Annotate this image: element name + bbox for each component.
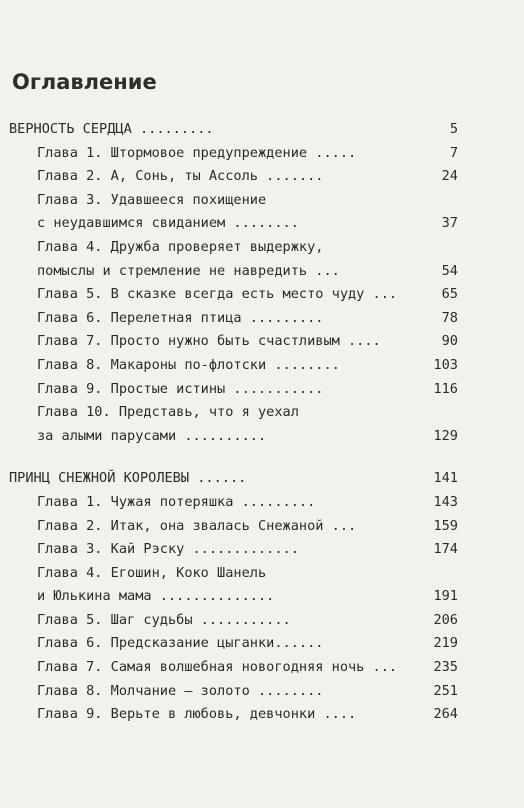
- toc-chapter[interactable]: [0, 283, 524, 307]
- page-number: 143: [433, 493, 458, 510]
- page-number: 174: [433, 541, 458, 558]
- chapter-title: Глава 1. Чужая потеряшка .........: [37, 493, 316, 510]
- toc-chapter[interactable]: [0, 632, 524, 656]
- toc-chapter[interactable]: [0, 656, 524, 680]
- page-number: 206: [433, 611, 458, 628]
- chapter-title: Глава 2. А, Сонь, ты Ассоль .......: [37, 168, 324, 185]
- page-number: 90: [441, 333, 458, 350]
- toc-chapter[interactable]: [0, 165, 524, 189]
- toc-chapter[interactable]: [0, 401, 524, 425]
- chapter-title-continuation: за алыми парусами ..........: [37, 427, 267, 444]
- toc-chapter[interactable]: [0, 378, 524, 402]
- chapter-title: Глава 6. Перелетная птица .........: [37, 309, 324, 326]
- chapter-title: Глава 5. В сказке всегда есть место чуду ...: [37, 286, 398, 303]
- part-title: ВЕРНОСТЬ СЕРДЦА .........: [9, 121, 214, 137]
- toc-chapter[interactable]: [0, 307, 524, 331]
- chapter-title: Глава 2. Итак, она звалась Снежаной ...: [37, 517, 357, 534]
- chapter-title: Глава 3. Кай Рэску .............: [37, 541, 299, 558]
- toc-chapter[interactable]: [0, 562, 524, 586]
- toc-chapter[interactable]: [0, 538, 524, 562]
- chapter-title: Глава 9. Простые истины ...........: [37, 380, 324, 397]
- toc-chapter[interactable]: [0, 491, 524, 515]
- page-number: 65: [441, 286, 458, 303]
- toc-chapter[interactable]: [0, 703, 524, 727]
- chapter-title: Глава 9. Верьте в любовь, девчонки ....: [37, 706, 357, 723]
- toc-chapter[interactable]: [0, 680, 524, 704]
- chapter-title: Глава 3. Удавшееся похищение: [37, 191, 267, 208]
- chapter-title: Глава 4. Дружба проверяет выдержку,: [37, 238, 324, 255]
- part-title: ПРИНЦ СНЕЖНОЙ КОРОЛЕВЫ ......: [9, 470, 247, 487]
- chapter-title: Глава 10. Представь, что я уехал: [37, 404, 299, 421]
- page-number: 5: [449, 121, 458, 137]
- toc-part[interactable]: [0, 118, 524, 142]
- page-number: 159: [433, 517, 458, 534]
- toc-chapter[interactable]: [0, 189, 524, 213]
- page-number: 103: [433, 356, 458, 373]
- page-number: 7: [449, 144, 458, 161]
- chapter-title: Глава 8. Молчание — золото ........: [37, 682, 324, 699]
- toc-chapter-continuation[interactable]: [0, 260, 524, 284]
- page-number: 54: [441, 262, 458, 279]
- page-number: 24: [441, 168, 458, 185]
- toc-chapter[interactable]: [0, 515, 524, 539]
- page-number: 264: [433, 706, 458, 723]
- page-number: 37: [441, 215, 458, 232]
- page-number: 78: [441, 309, 458, 326]
- chapter-title: Глава 4. Егошин, Коко Шанель: [37, 564, 267, 581]
- toc-chapter[interactable]: [0, 330, 524, 354]
- chapter-title: Глава 5. Шаг судьбы ...........: [37, 611, 291, 628]
- toc-chapter[interactable]: [0, 609, 524, 633]
- page-number: 116: [433, 380, 458, 397]
- chapter-title: Глава 7. Самая волшебная новогодняя ночь ...: [37, 659, 398, 676]
- toc-chapter-continuation[interactable]: [0, 585, 524, 609]
- toc-chapter[interactable]: [0, 354, 524, 378]
- page-number: 141: [433, 470, 458, 487]
- toc-part[interactable]: [0, 467, 524, 491]
- page-number: 235: [433, 659, 458, 676]
- chapter-title: Глава 6. Предсказание цыганки......: [37, 635, 324, 652]
- toc-chapter-continuation[interactable]: [0, 212, 524, 236]
- chapter-title: Глава 7. Просто нужно быть счастливым ....: [37, 333, 381, 350]
- chapter-title-continuation: и Юлькина мама ..............: [37, 588, 275, 605]
- toc-chapter-continuation[interactable]: [0, 425, 524, 449]
- page-number: 219: [433, 635, 458, 652]
- table-of-contents: [0, 118, 524, 727]
- page-number: 251: [433, 682, 458, 699]
- chapter-title-continuation: с неудавшимся свиданием ........: [37, 215, 299, 232]
- chapter-title-continuation: помыслы и стремление не навредить ...: [37, 262, 340, 279]
- toc-chapter[interactable]: [0, 142, 524, 166]
- section-spacer: [0, 448, 524, 467]
- page-number: 129: [433, 427, 458, 444]
- page-number: 191: [433, 588, 458, 605]
- toc-chapter[interactable]: [0, 236, 524, 260]
- chapter-title: Глава 8. Макароны по-флотски ........: [37, 356, 340, 373]
- chapter-title: Глава 1. Штормовое предупреждение .....: [37, 144, 357, 161]
- page-title: Оглавление: [12, 70, 157, 94]
